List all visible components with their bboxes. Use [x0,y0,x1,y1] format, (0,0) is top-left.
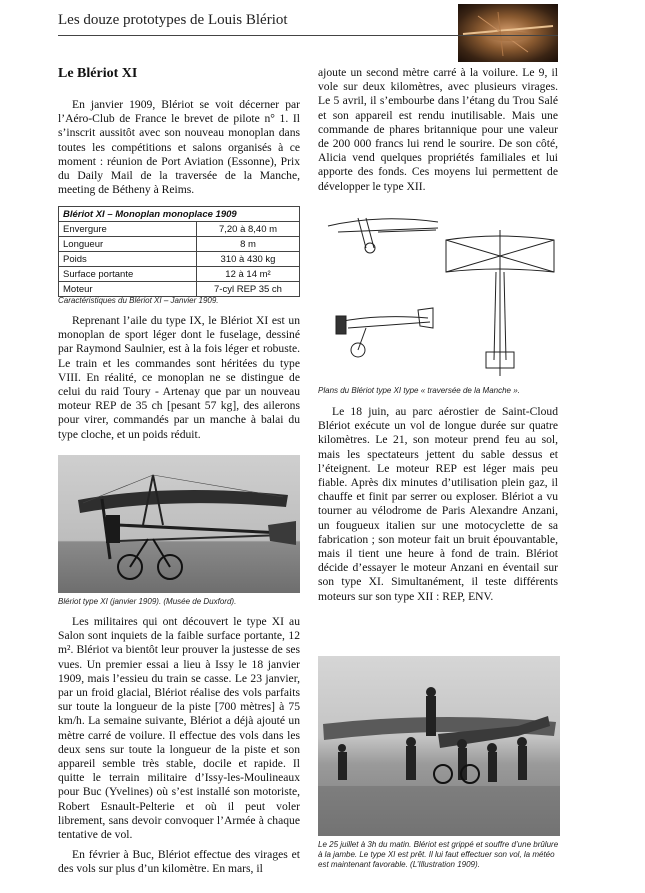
paragraph-description [58,314,300,442]
spec-table [58,206,300,297]
spec-value: 7,20 à 8,40 m [197,222,300,237]
spec-label: Poids [59,252,197,267]
spec-row [59,267,300,282]
paragraph-military [58,615,300,842]
spec-table-title: Blériot XI – Monoplan monoplace 1909 [59,207,300,222]
bleriot-xi-photo [58,455,300,593]
photo-right-caption: Le 25 juillet à 3h du matin. Blériot est grippé et souffre d’une brûlure à la jambe. Le type XI est prêt. Il lui faut effectuer son vol, la météo est maintenant favorable. (L’Illustration 1909). [318,840,559,869]
paragraph-buc [58,848,300,876]
bleriot-departure-photo [318,656,560,836]
spec-value: 7-cyl REP 35 ch [197,282,300,297]
page-header-title: Les douze prototypes de Louis Blériot [58,12,288,28]
header-photo [458,4,558,62]
spec-label: Moteur [59,282,197,297]
spec-value: 310 à 430 kg [197,252,300,267]
paragraph-buc-text: En février à Buc, Blériot effectue des virages et des vols sur plus d’un kilomètre. En mars, il [58,848,300,876]
spec-table-caption: Caractéristiques du Blériot XI – Janvier 1909. [58,296,219,305]
photo-left-caption: Blériot type XI (janvier 1909). (Musée de Duxford). [58,597,237,606]
paragraph-saint-cloud [318,405,558,604]
bleriot-xi-plans-drawing [318,210,558,380]
paragraph-intro [58,98,300,197]
paragraph-description-text: Reprenant l’aile du type IX, le Blériot XI est un monoplan de sport léger dont le fuselage, dessiné par Raymond Saulnier, est à la fois léger et robuste. Le train et les commandes sont héritées du type VIII. En réalité, ce monoplan ne se distingue de celui du raid Toury - Artenay que par un nouveau moteur REP de 35 ch [pesant 57 kg], des ailerons pour virer, commandés par un manche à balai du type cloche, et un poids réduit. [58,314,300,441]
paragraph-intro-text: En janvier 1909, Blériot se voit décerner par l’Aéro-Club de France le brevet de pilote n° 1. Il s’inscrit aussitôt avec son nouveau monoplan dans toutes les compétitions et salons organisés à ce moment : réunion de Port Aviation (Essonne), Prix du Daily Mail de la traversée de la Manche, meeting de Bétheny à Reims. [58,98,300,197]
spec-row [59,222,300,237]
plans-caption: Plans du Blériot type XI type « traversée de la Manche ». [318,386,520,395]
spec-label: Longueur [59,237,197,252]
spec-row [59,237,300,252]
paragraph-continuation [318,66,558,194]
spec-value: 8 m [197,237,300,252]
header-rule [58,35,558,36]
paragraph-saint-cloud-text: Le 18 juin, au parc aérostier de Saint-Cloud Blériot exécute un vol de longue durée sur quatre kilomètres. Le 21, son moteur prend feu au sol, mais les spectateurs jettent du sable dessus et l’éteignent. Le moteur REP est léger mais peu fiable. Après dix minutes d’utilisation plein gaz, il chauffe et finit par serrer ou exploser. Blériot a vu tourner au vélodrome de Paris Alexandre Anzani, un fougueux italien sur une motocyclette de sa fabrication ; son moteur fait un bruit épouvantable, mais il tient une heure à fond de train. Blériot décide d’essayer le moteur Anzani en éventail sur son type XI. Simultanément, il teste différents moteurs sur son type XII : REP, ENV. [318,405,558,603]
spec-label: Envergure [59,222,197,237]
spec-row [59,252,300,267]
spec-label: Surface portante [59,267,197,282]
paragraph-military-text: Les militaires qui ont découvert le type XI au Salon sont inquiets de la faible surface portante, 12 m². Blériot va bientôt leur prouver la justesse de ses vues. Un premier essai a lieu à Issy le 18 janvier 1909, mais l’essieu du train se casse. Le 23 janvier, par un froid glacial, Blériot réalise des vols parfaits sur toute la longueur de la piste [700 mètres] à 75 km/h. La semaine suivante, Blériot a déjà ajouté un mètre carré de voilure. Il effectue des vols dans les deux sens sur toute la longueur de la piste et son appareil semble très stable, docile et rapide. Il quitte le terrain militaire d’Issy-les-Moulineaux pour Buc (Yvelines) où s’est installé son motoriste, Robert Esnault-Pelterie et où il peut voler librement, sans devoir convoquer l’Armée à chaque tentative de vol. [58,615,300,842]
section-title: Le Blériot XI [58,66,138,81]
spec-row [59,282,300,297]
paragraph-continuation-text: ajoute un second mètre carré à la voilure. Le 9, il vole sur deux kilomètres, avec plusieurs virages. Le 5 avril, il s’embourbe dans l’étang du Trou Salé et son appareil est rendu inutilisable. Mais une commande de phares britannique pour une valeur de 200 000 francs lui rend le sourire. De son côté, Alicia vend quelques propriétés familiales et lui apporte des fonds. Ces moyens lui permettent de développer le type XII. [318,66,558,193]
spec-value: 12 à 14 m² [197,267,300,282]
